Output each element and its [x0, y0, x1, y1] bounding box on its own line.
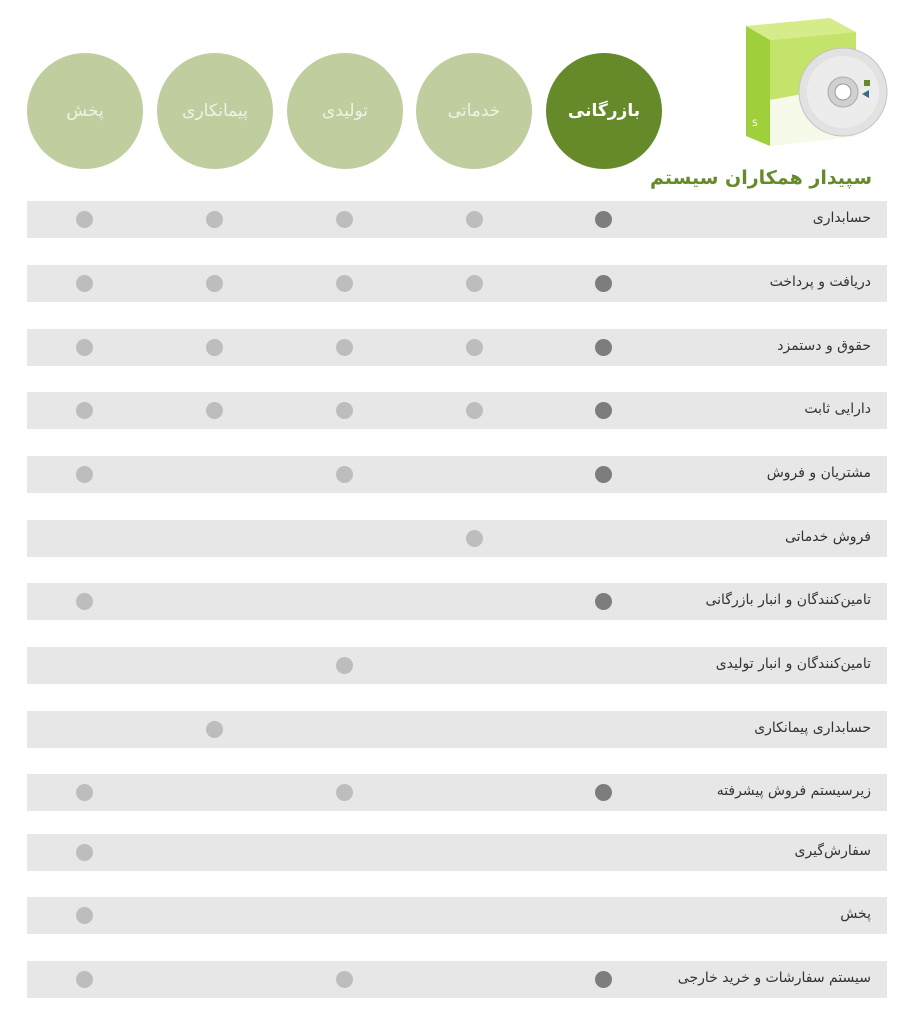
table-row: [27, 647, 887, 684]
availability-dot-icon: [466, 275, 483, 292]
row-label: پخش: [840, 906, 871, 922]
availability-dot-icon: [336, 971, 353, 988]
column-header-peymankari: پیمانکاری: [157, 53, 273, 169]
availability-dot-icon: [595, 275, 612, 292]
availability-dot-icon: [336, 339, 353, 356]
availability-dot-icon: [595, 402, 612, 419]
availability-dot-icon: [76, 844, 93, 861]
availability-dot-icon: [595, 593, 612, 610]
row-label: سیستم سفارشات و خرید خارجی: [677, 970, 871, 986]
row-label: دریافت و پرداخت: [769, 274, 871, 290]
row-label: حسابداری: [812, 210, 871, 226]
table-row: [27, 329, 887, 366]
product-title: سپیدار همکاران سیستم: [649, 167, 872, 189]
availability-dot-icon: [466, 339, 483, 356]
availability-dot-icon: [206, 402, 223, 419]
row-label: زیرسیستم فروش پیشرفته: [716, 783, 871, 799]
table-row: [27, 583, 887, 620]
svg-text:S: S: [752, 119, 758, 129]
column-header-tolidi: تولیدی: [287, 53, 403, 169]
availability-dot-icon: [336, 275, 353, 292]
availability-dot-icon: [76, 907, 93, 924]
table-row: [27, 520, 887, 557]
table-row: [27, 711, 887, 748]
availability-dot-icon: [336, 784, 353, 801]
availability-dot-icon: [336, 657, 353, 674]
availability-dot-icon: [76, 784, 93, 801]
availability-dot-icon: [595, 211, 612, 228]
column-header-bazargani: بازرگانی: [546, 53, 662, 169]
column-header-khadamati: خدماتی: [416, 53, 532, 169]
table-row: [27, 774, 887, 811]
availability-dot-icon: [206, 339, 223, 356]
availability-dot-icon: [595, 339, 612, 356]
availability-dot-icon: [206, 211, 223, 228]
table-row: [27, 456, 887, 493]
availability-dot-icon: [206, 721, 223, 738]
row-label: حسابداری پیمانکاری: [754, 720, 871, 736]
availability-dot-icon: [466, 211, 483, 228]
availability-dot-icon: [466, 530, 483, 547]
row-label: تامین‌کنندگان و انبار بازرگانی: [705, 592, 871, 608]
availability-dot-icon: [595, 466, 612, 483]
table-row: [27, 834, 887, 871]
availability-dot-icon: [76, 971, 93, 988]
column-header-pakhsh: پخش: [27, 53, 143, 169]
availability-dot-icon: [76, 402, 93, 419]
availability-dot-icon: [76, 339, 93, 356]
table-row: [27, 392, 887, 429]
availability-dot-icon: [466, 402, 483, 419]
row-label: فروش خدماتی: [784, 529, 871, 545]
availability-dot-icon: [336, 402, 353, 419]
availability-dot-icon: [76, 211, 93, 228]
row-label: دارایی ثابت: [804, 401, 871, 417]
table-row: [27, 265, 887, 302]
availability-dot-icon: [336, 466, 353, 483]
table-row: [27, 897, 887, 934]
row-label: تامین‌کنندگان و انبار تولیدی: [715, 656, 871, 672]
availability-dot-icon: [76, 275, 93, 292]
row-label: مشتریان و فروش: [766, 465, 871, 481]
table-row: [27, 961, 887, 998]
availability-dot-icon: [336, 211, 353, 228]
row-label: سفارش‌گیری: [794, 843, 871, 859]
availability-dot-icon: [76, 593, 93, 610]
product-box-image: [738, 14, 888, 164]
table-row: [27, 201, 887, 238]
availability-dot-icon: [76, 466, 93, 483]
availability-dot-icon: [595, 784, 612, 801]
availability-dot-icon: [206, 275, 223, 292]
availability-dot-icon: [595, 971, 612, 988]
row-label: حقوق و دستمزد: [777, 338, 871, 354]
